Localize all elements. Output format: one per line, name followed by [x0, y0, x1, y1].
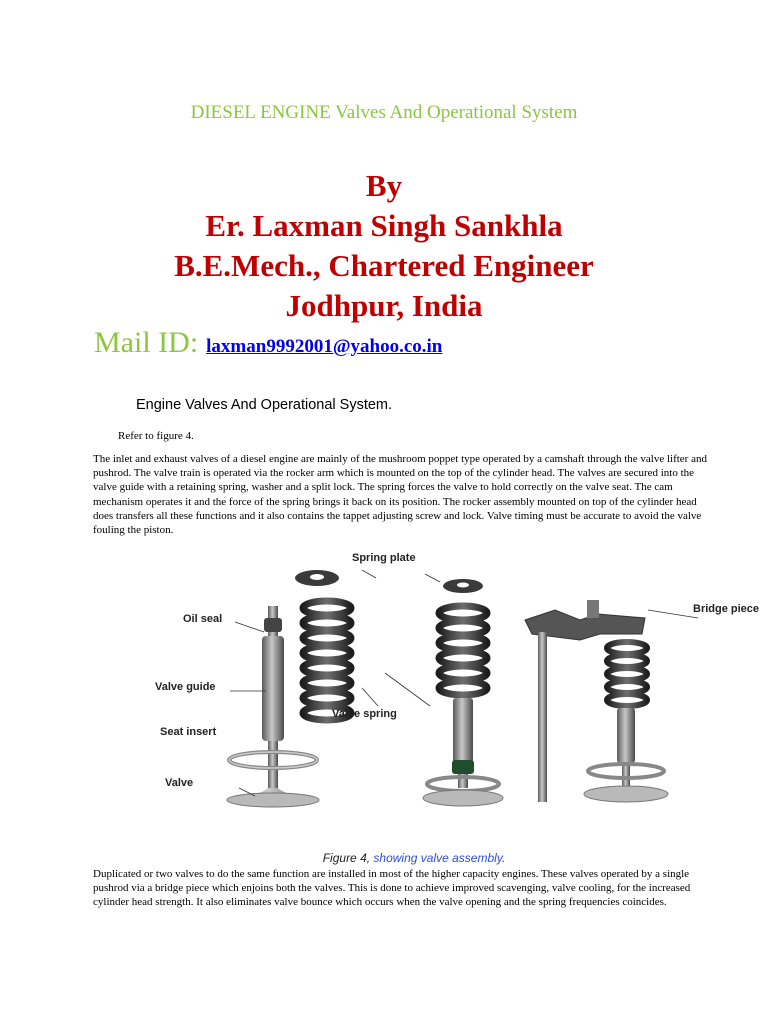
- bridge-piece-assembly-part: [525, 600, 668, 802]
- label-valve-spring: Valve spring: [332, 708, 397, 720]
- caption-prefix: Figure 4,: [322, 851, 374, 865]
- author-by: By: [365, 168, 403, 203]
- figure-caption: [0, 851, 768, 865]
- email-link[interactable]: laxman9992001@yahoo.co.in: [206, 336, 443, 357]
- label-bridge-piece: Bridge piece: [693, 603, 760, 615]
- author-qualification: B.E.Mech., Chartered Engineer: [174, 248, 594, 283]
- author-name: Er. Laxman Singh Sankhla: [205, 208, 563, 243]
- document-title: DIESEL ENGINE Valves And Operational System: [190, 102, 578, 123]
- valve-assembly-illustration: [140, 548, 768, 848]
- label-spring-plate: Spring plate: [352, 552, 416, 564]
- valve-assembly-figure: [140, 548, 768, 848]
- refer-text: Refer to figure 4.: [118, 430, 194, 442]
- paragraph-intro: The inlet and exhaust valves of a diesel engine are mainly of the mushroom poppet type operated by a camshaft through the valve lifter and pushrod. The valve train is operated via the rocker arm which is mounted on the top of the cylinder head. The valves are secured into the valve guide with a retaining spring, washer and a split lock. The spring forces the valve to hold correctly on the valve seat. The cam mechanism operates it and the force of the spring brings it back on its position. The rocker assembly mounted on top of the cylinder head does transfers all these functions and it also contains the tappet adjusting screw and lock. Valve timing must be accurate to avoid the valve fouling the piston.: [93, 453, 707, 537]
- paragraph-duplicate-valves: Duplicated or two valves to do the same function are installed in most of the higher capacity engines. These valves operated by a single pushrod via a bridge piece which enjoins both the valves. This is done to achieve improved scavenging, valve cooling, for the increased cylinder head strength. It also eliminates valve bounce which occurs when the valve opening and the spring frequencies coincides.: [93, 868, 691, 909]
- mail-line: [94, 326, 442, 360]
- section-heading: Engine Valves And Operational System.: [136, 397, 393, 413]
- author-location: Jodhpur, India: [285, 288, 483, 323]
- label-seat-insert: Seat insert: [160, 726, 217, 738]
- author-block: [0, 166, 768, 326]
- label-valve: Valve: [165, 777, 194, 789]
- spring-and-plate-part: [295, 570, 351, 720]
- label-oil-seal: Oil seal: [183, 613, 223, 625]
- label-valve-guide: Valve guide: [155, 681, 216, 693]
- caption-link[interactable]: showing valve assembly: [373, 851, 502, 865]
- caption-suffix: .: [501, 851, 506, 865]
- mail-label: Mail ID:: [94, 326, 199, 359]
- assembled-valve-part: [423, 579, 503, 806]
